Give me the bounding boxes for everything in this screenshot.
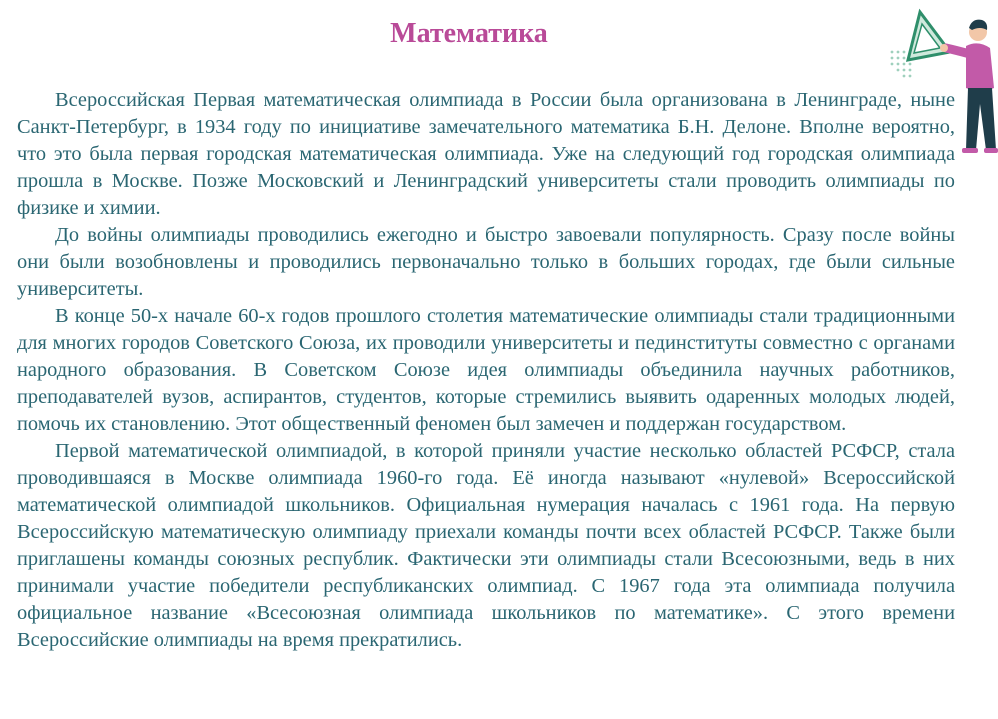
- paragraph-3: В конце 50-х начале 60-х годов прошлого столетия математические олимпиады стали традиционными для многих городов Советского Союза, их проводили университеты и пединституты совместно с органами народного образования. В Советском Союзе идея олимпиады объединила научных работников, преподавателей вузов, аспирантов, студентов, которые стремились выявить одаренных молодых людей, помочь их становлению. Этот общественный феномен был замечен и поддержан государством.: [17, 305, 955, 435]
- article-body: [17, 87, 955, 654]
- paragraph-4: Первой математической олимпиадой, в которой приняли участие несколько областей РСФСР, стала проводившаяся в Москве олимпиада 1960-го года. Её иногда называют «нулевой» Всероссийской математической олимпиадой школьников. Официальная нумерация началась с 1961 года. На первую Всероссийскую математическую олимпиаду приехали команды почти всех областей РСФСР. Также были приглашены команды союзных республик. Фактически эти олимпиады стали Всесоюзными, ведь в них принимали участие победители республиканских олимпиад. С 1967 года эта олимпиада получила официальное название «Всесоюзная олимпиада школьников по математике». С этого времени Всероссийские олимпиады на время прекратились.: [17, 440, 955, 651]
- page-title: Математика: [390, 18, 548, 49]
- paragraph-2: До войны олимпиады проводились ежегодно и быстро завоевали популярность. Сразу после войны они были возобновлены и проводились первоначально только в больших городах, где были сильные университеты.: [17, 224, 955, 300]
- paragraph-1: Всероссийская Первая математическая олимпиада в России была организована в Ленинграде, ныне Санкт-Петербург, в 1934 году по инициативе замечательного математика Б.Н. Делоне. Вполне вероятно, что это была первая городская математическая олимпиада. Уже на следующий год городская олимпиада прошла в Москве. Позже Московский и Ленинградский университеты стали проводить олимпиады по физике и химии.: [17, 89, 955, 219]
